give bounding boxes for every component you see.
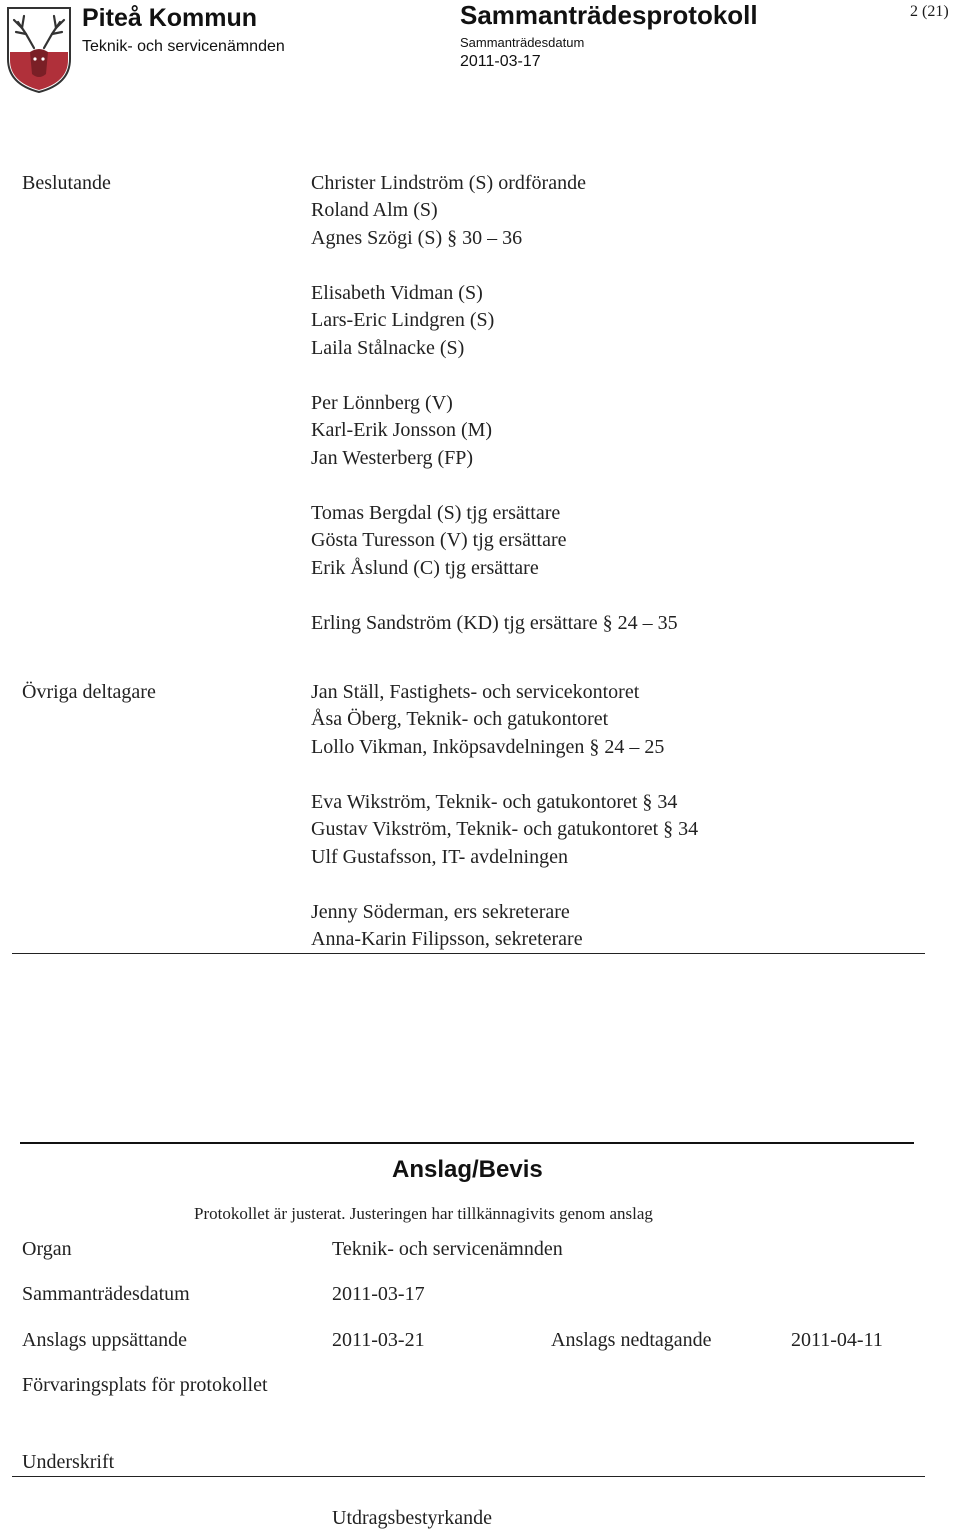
organ-value: Teknik- och servicenämnden — [332, 1238, 563, 1260]
organ-label: Organ — [22, 1238, 72, 1260]
ovriga-label: Övriga deltagare — [22, 681, 156, 703]
participant-line: Ulf Gustafsson, IT- avdelningen — [311, 846, 568, 868]
participant-line: Jenny Söderman, ers sekreterare — [311, 901, 570, 923]
member-line: Gösta Turesson (V) tjg ersättare — [311, 529, 567, 551]
member-line: Erling Sandström (KD) tjg ersättare § 24 – 35 — [311, 612, 678, 634]
reindeer-shield-icon — [4, 4, 74, 94]
member-line: Erik Åslund (C) tjg ersättare — [311, 557, 539, 579]
anslag-top-rule — [20, 1142, 914, 1144]
certification-label: Utdragsbestyrkande — [332, 1507, 492, 1529]
beslutande-label: Beslutande — [22, 172, 111, 194]
anslag-date-value: 2011-03-17 — [332, 1283, 425, 1305]
meeting-date-label: Sammanträdesdatum — [460, 35, 585, 50]
anslag-title: Anslag/Bevis — [392, 1156, 543, 1183]
anslag-date-label: Sammanträdesdatum — [22, 1283, 190, 1305]
participant-line: Gustav Vikström, Teknik- och gatukontoret § 34 — [311, 818, 699, 840]
posted-label: Anslags uppsättande — [22, 1329, 187, 1351]
participant-line: Jan Ställ, Fastighets- och servicekontoret — [311, 681, 640, 703]
member-line: Tomas Bergdal (S) tjg ersättare — [311, 502, 561, 524]
member-line: Per Lönnberg (V) — [311, 392, 453, 414]
participant-line: Eva Wikström, Teknik- och gatukontoret § 34 — [311, 791, 678, 813]
document-title: Sammanträdesprotokoll — [460, 0, 758, 30]
participant-line: Lollo Vikman, Inköpsavdelningen § 24 – 25 — [311, 736, 665, 758]
member-line: Roland Alm (S) — [311, 199, 438, 221]
municipality-name: Piteå Kommun — [82, 4, 258, 32]
section-divider — [12, 953, 925, 954]
member-line: Jan Westerberg (FP) — [311, 447, 474, 469]
member-line: Agnes Szögi (S) § 30 – 36 — [311, 227, 523, 249]
member-line: Karl-Erik Jonsson (M) — [311, 419, 493, 441]
anslag-note: Protokollet är justerat. Justeringen har tillkännagivits genom anslag — [194, 1204, 653, 1223]
participant-line: Anna-Karin Filipsson, sekreterare — [311, 928, 583, 950]
board-name: Teknik- och servicenämnden — [82, 38, 285, 55]
removed-value: 2011-04-11 — [791, 1329, 883, 1351]
member-line: Lars-Eric Lindgren (S) — [311, 309, 495, 331]
member-line: Christer Lindström (S) ordförande — [311, 172, 586, 194]
member-line: Laila Stålnacke (S) — [311, 337, 465, 359]
storage-label: Förvaringsplats för protokollet — [22, 1374, 268, 1396]
posted-value: 2011-03-21 — [332, 1329, 425, 1351]
participant-line: Åsa Öberg, Teknik- och gatukontoret — [311, 708, 609, 730]
signature-label: Underskrift — [22, 1451, 115, 1473]
removed-label: Anslags nedtagande — [551, 1329, 712, 1351]
meeting-date: 2011-03-17 — [460, 53, 541, 70]
signature-line — [12, 1476, 925, 1477]
page-number: 2 (21) — [910, 3, 949, 20]
member-line: Elisabeth Vidman (S) — [311, 282, 483, 304]
